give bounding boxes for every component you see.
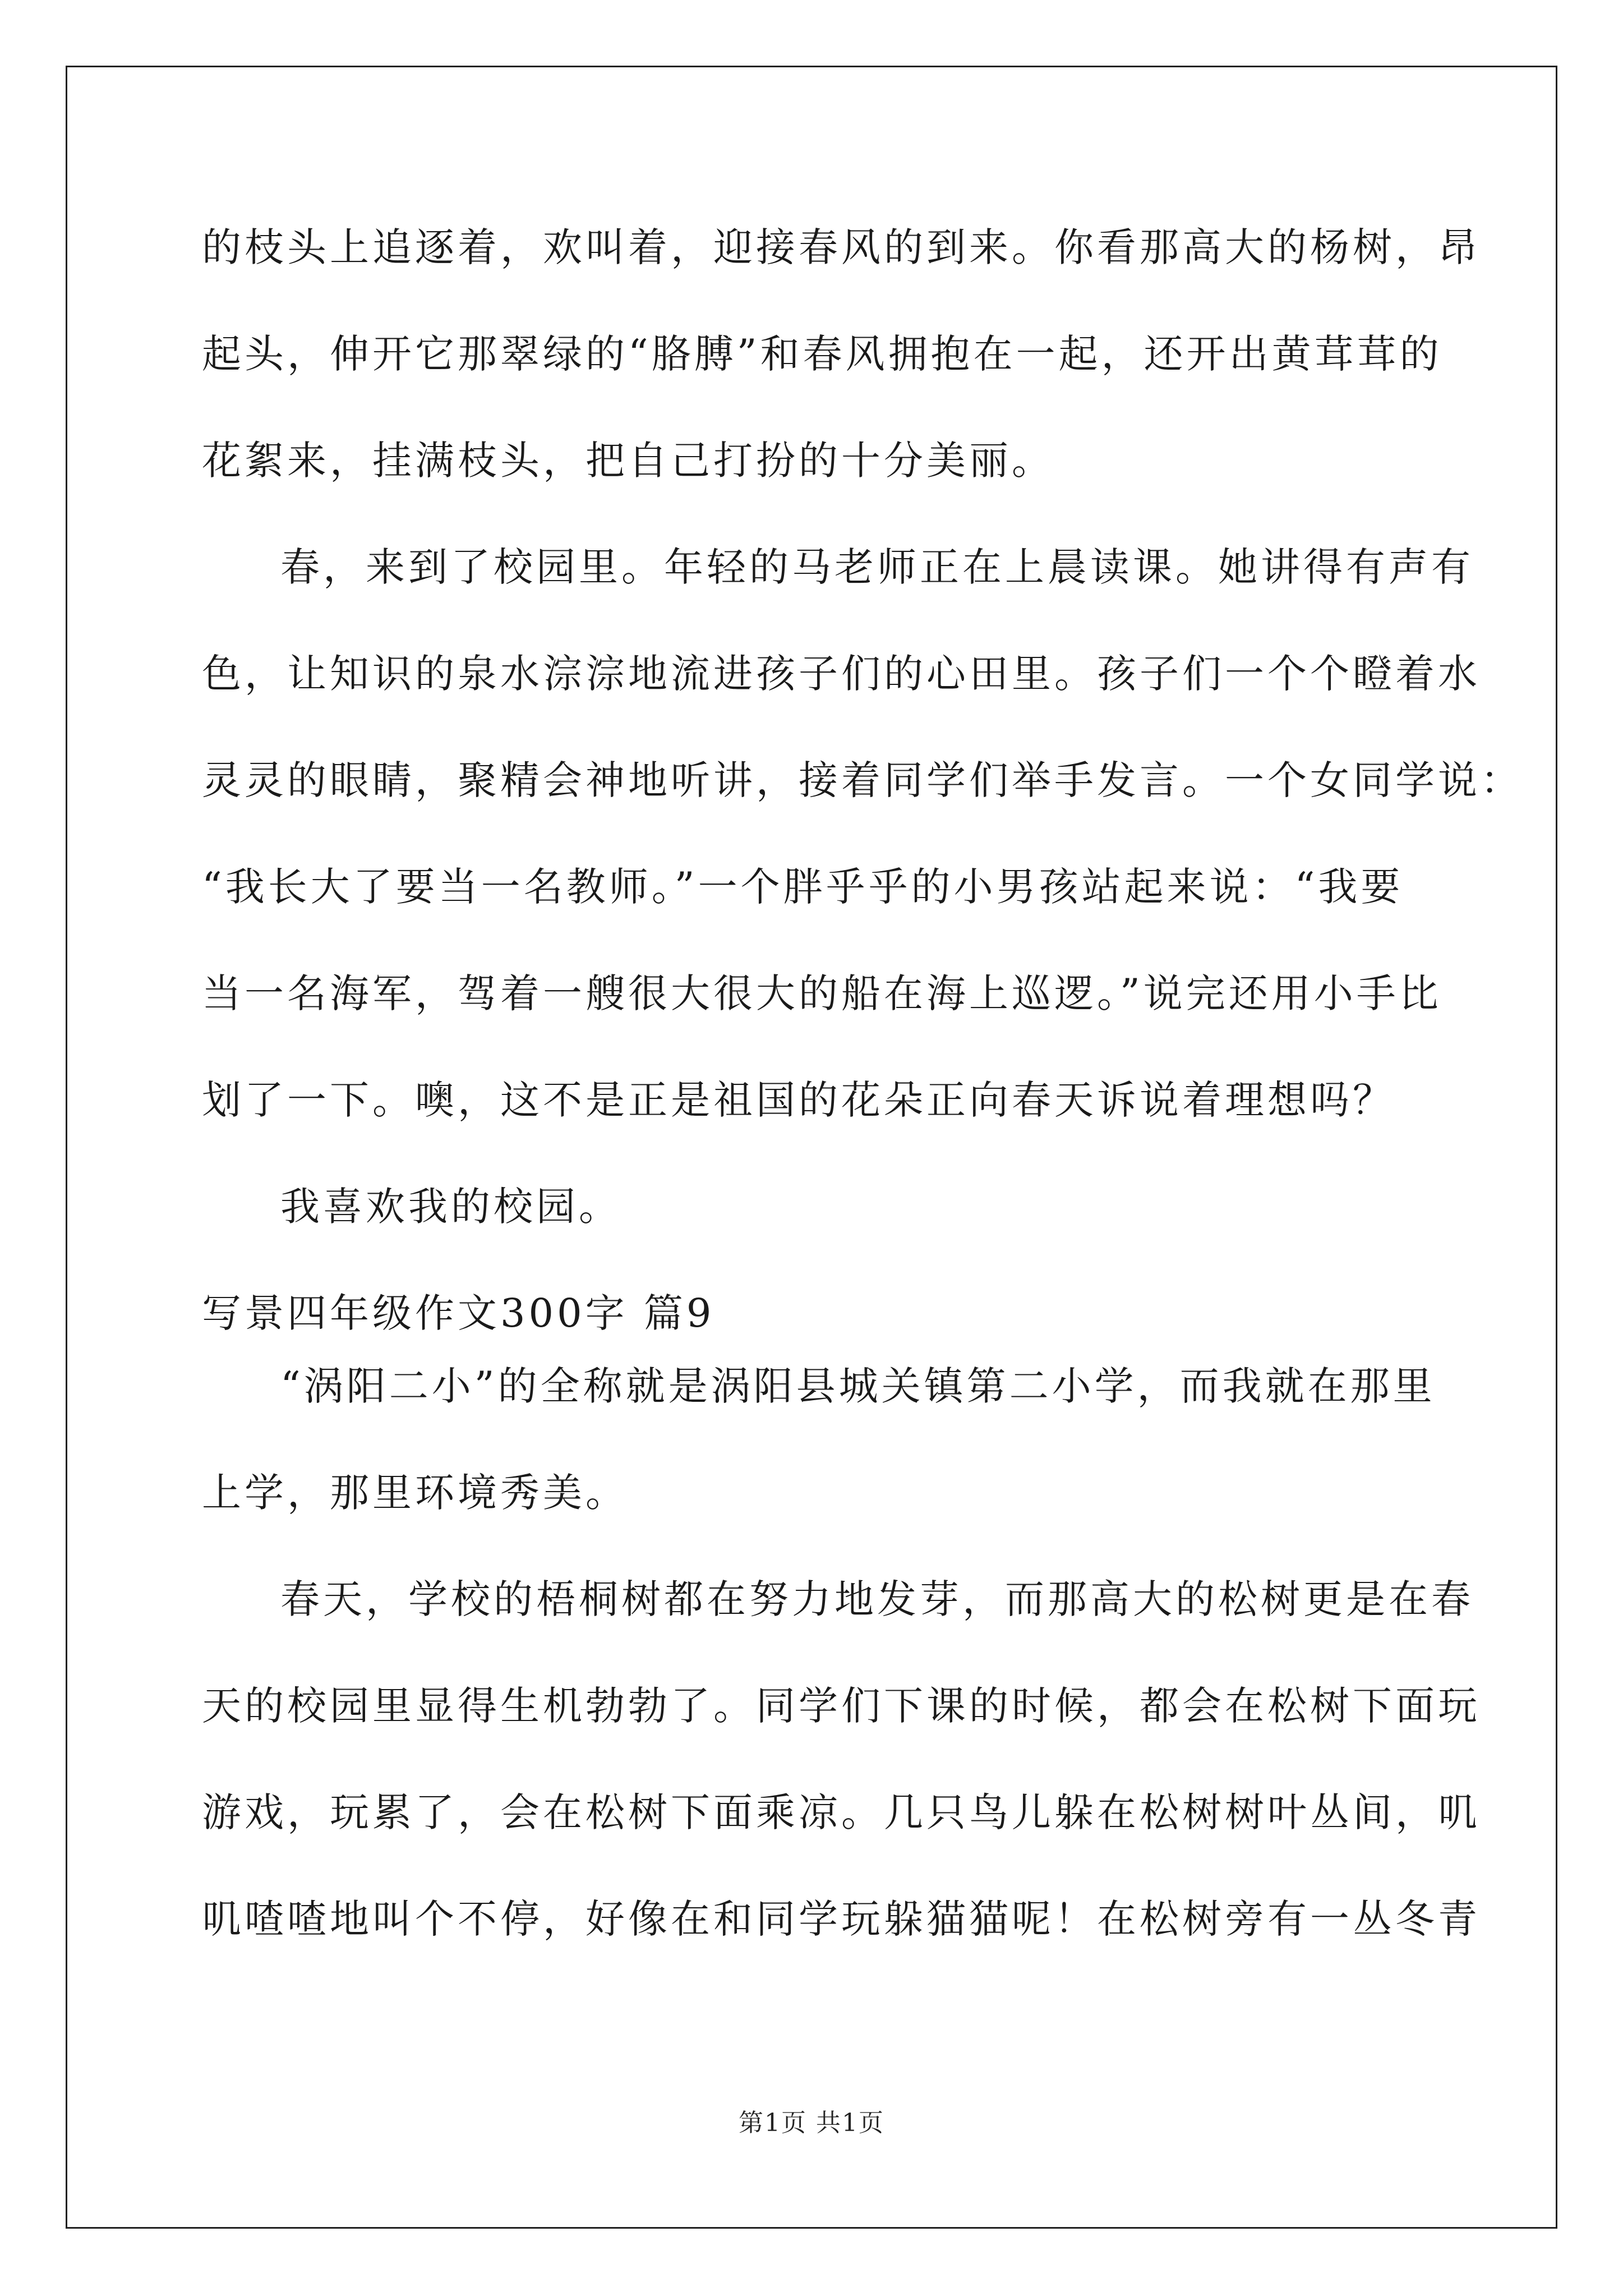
text-line-14: 春天，学校的梧桐树都在努力地发芽，而那高大的松树更是在春 — [280, 1576, 1474, 1622]
text-line-6: 灵灵的眼睛，聚精会神地听讲，接着同学们举手发言。一个女同学说： — [202, 757, 1523, 803]
text-line-3: 花絮来，挂满枝头，把自己打扮的十分美丽。 — [202, 438, 1054, 484]
text-line-7: “我长大了要当一名教师。”一个胖乎乎的小男孩站起来说：“我要 — [202, 864, 1404, 910]
text-line-10: 我喜欢我的校园。 — [280, 1184, 621, 1230]
document-body — [202, 222, 1523, 2000]
text-line-1: 的枝头上追逐着，欢叫着，迎接春风的到来。你看那高大的杨树，昂 — [202, 224, 1481, 270]
text-line-12: “涡阳二小”的全称就是涡阳县城关镇第二小学，而我就在那里 — [280, 1363, 1436, 1409]
section-heading: 写景四年级作文300字 篇9 — [202, 1290, 715, 1336]
text-line-4: 春，来到了校园里。年轻的马老师正在上晨读课。她讲得有声有 — [280, 544, 1474, 590]
text-line-13: 上学，那里环境秀美。 — [202, 1470, 628, 1516]
text-line-5: 色，让知识的泉水淙淙地流进孩子们的心田里。孩子们一个个瞪着水 — [202, 651, 1481, 697]
text-line-16: 游戏，玩累了，会在松树下面乘凉。几只鸟儿躲在松树树叶丛间，叽 — [202, 1789, 1481, 1835]
text-line-17: 叽喳喳地叫个不停，好像在和同学玩躲猫猫呢！在松树旁有一丛冬青 — [202, 1896, 1481, 1942]
page-footer: 第1页 共1页 — [739, 2109, 884, 2137]
text-line-9: 划了一下。噢，这不是正是祖国的花朵正向春天诉说着理想吗？ — [202, 1077, 1395, 1123]
text-line-15: 天的校园里显得生机勃勃了。同学们下课的时候，都会在松树下面玩 — [202, 1683, 1481, 1729]
text-line-8: 当一名海军，驾着一艘很大很大的船在海上巡逻。”说完还用小手比 — [202, 970, 1442, 1016]
text-line-2: 起头，伸开它那翠绿的“胳膊”和春风拥抱在一起，还开出黄茸茸的 — [202, 331, 1442, 377]
